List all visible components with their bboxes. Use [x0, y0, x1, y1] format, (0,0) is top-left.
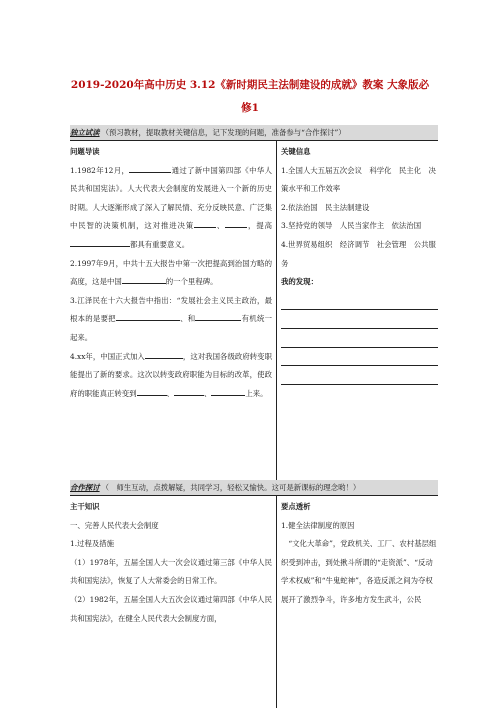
findings-label: 我的发现： — [281, 277, 318, 287]
title-line-1: 2019-2020年高中历史 3.12《新时期民主法制建设的成就》教案 大象版必 — [70, 79, 430, 91]
answer-line — [281, 348, 438, 367]
key-points-header: 要点透析 — [281, 502, 311, 511]
answer-line — [281, 310, 438, 329]
questions-header: 问题导读 — [70, 147, 100, 156]
key-points-line: 1.健全法律制度的原因 — [281, 520, 355, 530]
section-tag: 独立试读 — [70, 128, 100, 137]
fill-blank — [122, 274, 166, 284]
fill-blank — [116, 311, 180, 321]
question-3: 3.江泽民在十六大报告中指出：“发展社会主义民主政治，最根本的是要把 、和 有机统一起来。 — [70, 295, 272, 342]
main-knowledge-column — [70, 498, 272, 628]
key-info-item: 2.依法治国 民主法制建设 — [281, 202, 370, 212]
title-line-2: 修1 — [241, 102, 259, 114]
key-info-header: 关键信息 — [281, 147, 311, 156]
main-knowledge-line: （2）1982年，五届全国人大五次会议通过第四部《中华人民共和国宪法》，在健全人民代表大会制度方面， — [70, 594, 272, 623]
study-table — [70, 140, 438, 482]
answer-line — [281, 366, 438, 385]
knowledge-table — [70, 495, 438, 708]
answer-line — [281, 292, 438, 311]
fill-blank — [70, 237, 130, 247]
section-note: （预习教材，提取教材关键信息，记下发现的问题，准备参与“合作探讨”） — [101, 128, 346, 137]
section-note: （ 师生互动，点拨解疑，共同学习，轻松又愉快。这可是新课标的理念哟！） — [101, 483, 361, 492]
column-divider — [276, 141, 277, 481]
fill-blank — [195, 311, 241, 321]
key-info-item: 3.坚持党的领导 人民当家作主 依法治国 — [281, 221, 422, 231]
fill-blank — [174, 386, 204, 396]
main-knowledge-line: （1）1978年，五届全国人大一次会议通过第三部《中华人民共和国宪法》，恢复了人大常委会的日常工作。 — [70, 557, 272, 586]
fill-blank — [194, 218, 216, 228]
key-info-item: 1.全国人大五届五次会议 科学化 民主化 决策水平和工作效率 — [281, 165, 436, 194]
question-1: 1.1982年12月， 通过了新中国第四部《中华人民共和国宪法》。人大代表大会制度的发展进入一个新的历史时期。人大逐渐形成了深入了解民情、充分反映民意、广泛集中民智的决策机制，这对推进决策 、 ，提高都具有重要意义。 — [70, 162, 272, 255]
section-band-cooperative — [70, 480, 438, 495]
key-info-item: 4.世界贸易组织 经济调节 社会管理 公共服务 — [281, 239, 436, 268]
document-title — [60, 74, 440, 120]
fill-blank — [137, 386, 167, 396]
fill-blank — [145, 349, 183, 359]
section-tag: 合作探讨 — [70, 483, 100, 492]
column-divider — [276, 496, 277, 708]
fill-blank — [225, 218, 247, 228]
fill-blank — [211, 386, 245, 396]
main-knowledge-line: 1.过程及措施 — [70, 539, 115, 549]
main-knowledge-line: 一、完善人民代表大会制度 — [70, 520, 159, 530]
questions-column — [70, 143, 272, 403]
question-4: 4.xx年，中国正式加入 ，这对我国各级政府转变职能提出了新的要求。这次以转变政府职能为目标的改革，使政府的职能真正转变到 、 、 上来。 — [70, 348, 272, 404]
fill-blank — [129, 163, 171, 173]
answer-line — [281, 329, 438, 348]
question-2: 2.1997年9月，中共十五大报告中第一次把提高到治国方略的高度，这是中国 的一个里程碑。 — [70, 258, 272, 287]
key-info-column — [281, 143, 438, 385]
main-knowledge-header: 主干知识 — [70, 502, 100, 511]
section-band-self-study — [70, 125, 438, 140]
key-points-line: “文化大革命”，党政机关、工厂、农村基层组织受到冲击，到处揪斗所谓的“走资派”、“反动学术权威”和“牛鬼蛇神”，各造反派之间为夺权展开了激烈争斗，许多地方发生武斗，公民 — [281, 539, 437, 604]
key-points-column — [281, 498, 438, 610]
